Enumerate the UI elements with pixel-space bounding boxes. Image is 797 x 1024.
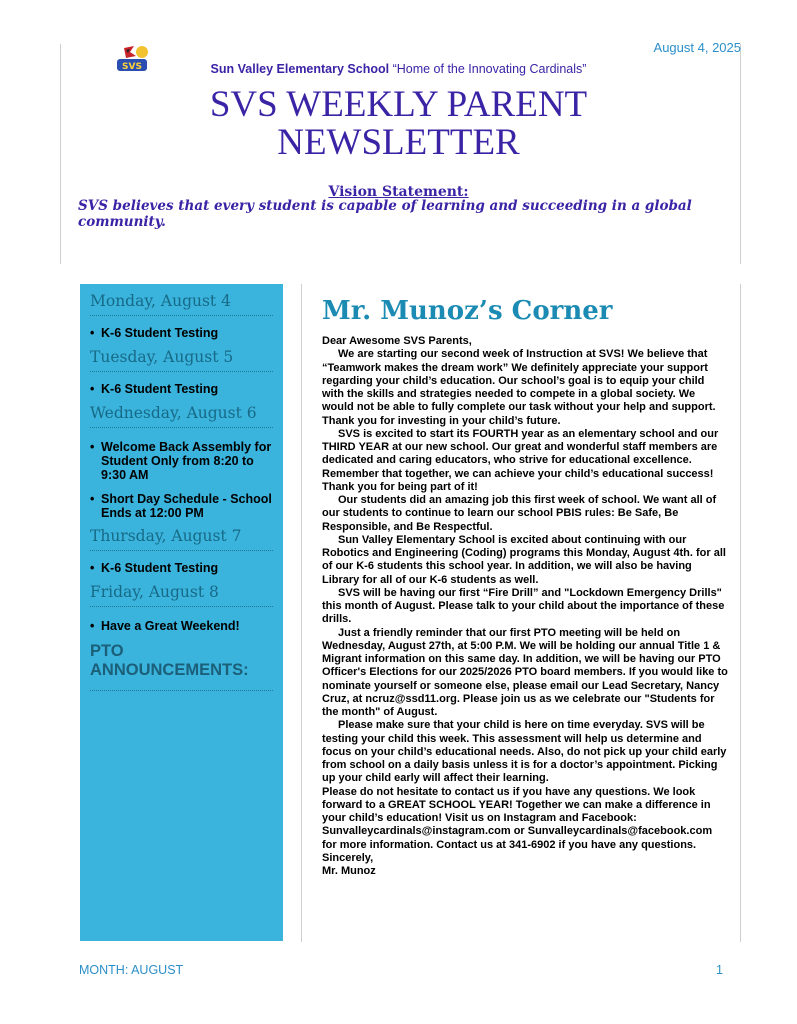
schedule-item: • K-6 Student Testing [90, 561, 275, 575]
schedule-item: • Short Day Schedule - School Ends at 12:00 PM [90, 492, 275, 520]
title-line-2: NEWSLETTER [277, 122, 520, 163]
school-motto: “Home of the Innovating Cardinals” [392, 62, 587, 76]
letter-paragraph: SVS will be having our first “Fire Drill” and "Lockdown Emergency Drills" this month of August. Please talk to your child about the importance of these drills. [322, 586, 725, 626]
vision-text: SVS believes that every student is capable of learning and succeeding in a global community. [78, 198, 692, 230]
letter-paragraph: Our students did an amazing job this first week of school. We want all of our students to continue to learn our school PBIS rules: Be Safe, Be Responsible, and Be Respectful. [322, 494, 717, 533]
newsletter-date: August 4, 2025 [653, 40, 741, 55]
day-items [80, 561, 283, 575]
schedule-item: • K-6 Student Testing [90, 382, 275, 396]
page-number: 1 [716, 963, 723, 977]
newsletter-title [0, 86, 797, 162]
principal-corner-title: Mr. Munoz’s Corner [322, 296, 613, 326]
day-heading: Tuesday, August 5 [90, 348, 273, 372]
day-items [80, 440, 283, 520]
schedule-item: • Welcome Back Assembly for Student Only from 8:20 to 9:30 AM [90, 440, 275, 482]
day-items [80, 619, 283, 633]
day-heading: Thursday, August 7 [90, 527, 273, 551]
school-name: Sun Valley Elementary School [210, 62, 390, 76]
letter-paragraph: Just a friendly reminder that our first PTO meeting will be held on Wednesday, August 27th, at 5:00 P.M. We will be holding our annual Title 1 & Migrant information on this same day. In addition, we will be having our PTO Officer's Elections for our 2025/2026 PTO board members. If you would like to nominate yourself or someone else, please email our Lead Secretary, Nancy Cruz, at ncruz@ssd11.org. Please join us as we celebrate our "Students for the month" of August. [322, 626, 728, 718]
day-heading: Friday, August 8 [90, 583, 273, 607]
column-right-rule [740, 284, 741, 942]
day-items [80, 326, 283, 340]
schedule-item: • K-6 Student Testing [90, 326, 275, 340]
letter-signature: Mr. Munoz [322, 865, 376, 877]
letter-paragraph: Sun Valley Elementary School is excited about continuing with our Robotics and Engineering (Coding) programs this Monday, August 4th. for all of our K-6 students this school year. In addition, we will also be having Library for all of our K-6 students as well. [322, 533, 726, 586]
vision-label: Vision Statement: [328, 184, 469, 200]
svg-text:SVS: SVS [122, 62, 142, 72]
principal-letter [322, 335, 728, 878]
letter-paragraph: We are starting our second week of Instruction at SVS! We believe that “Teamwork makes the dream work” We definitely appreciate your support regarding your child’s education. Our school’s goal is to equip your child with the skills and strategies needed to compete in a global society. We would not be able to fully complete our task without your help and support. Thank you for investing in your child’s future. [322, 348, 716, 427]
schedule-item: • Have a Great Weekend! [90, 619, 275, 633]
letter-signoff: Sincerely, [322, 851, 374, 864]
day-heading: Wednesday, August 6 [90, 404, 273, 428]
day-items [80, 382, 283, 396]
pto-announcements-heading: PTO ANNOUNCEMENTS: [90, 642, 273, 691]
school-line [0, 62, 797, 76]
letter-closing: Please do not hesitate to contact us if you have any questions. We look forward to a GREAT SCHOOL YEAR! Together we can make a difference in your child’s education! Visit us on Instagram and Facebook: Sunvalleycardinals@instagram.com or Sunvalleycardinals@facebook.com for more information. Contact us at 341-6902 if you have any questions. [322, 785, 713, 851]
letter-paragraph: SVS is excited to start its FOURTH year as an elementary school and our THIRD YEAR at our new school. Our great and wonderful staff members are dedicated and caring educators, who strive for educational excellence. Remember that together, we can achieve your child’s educational success! Thank you for being part of it! [322, 427, 719, 493]
letter-greeting: Dear Awesome SVS Parents, [322, 335, 472, 347]
weekly-schedule-sidebar [80, 284, 283, 941]
letter-paragraph: Please make sure that your child is here on time everyday. SVS will be testing your child this week. This assessment will help us determine and focus on your child’s educational needs. Also, do not pick up your child early from school on a daily basis unless it is for a doctor’s appointment. Picking up your child early will affect their learning. [322, 719, 727, 785]
title-line-1: SVS WEEKLY PARENT [209, 84, 588, 125]
column-divider [301, 284, 302, 942]
day-heading: Monday, August 4 [90, 292, 273, 316]
footer-month: MONTH: AUGUST [79, 963, 184, 977]
